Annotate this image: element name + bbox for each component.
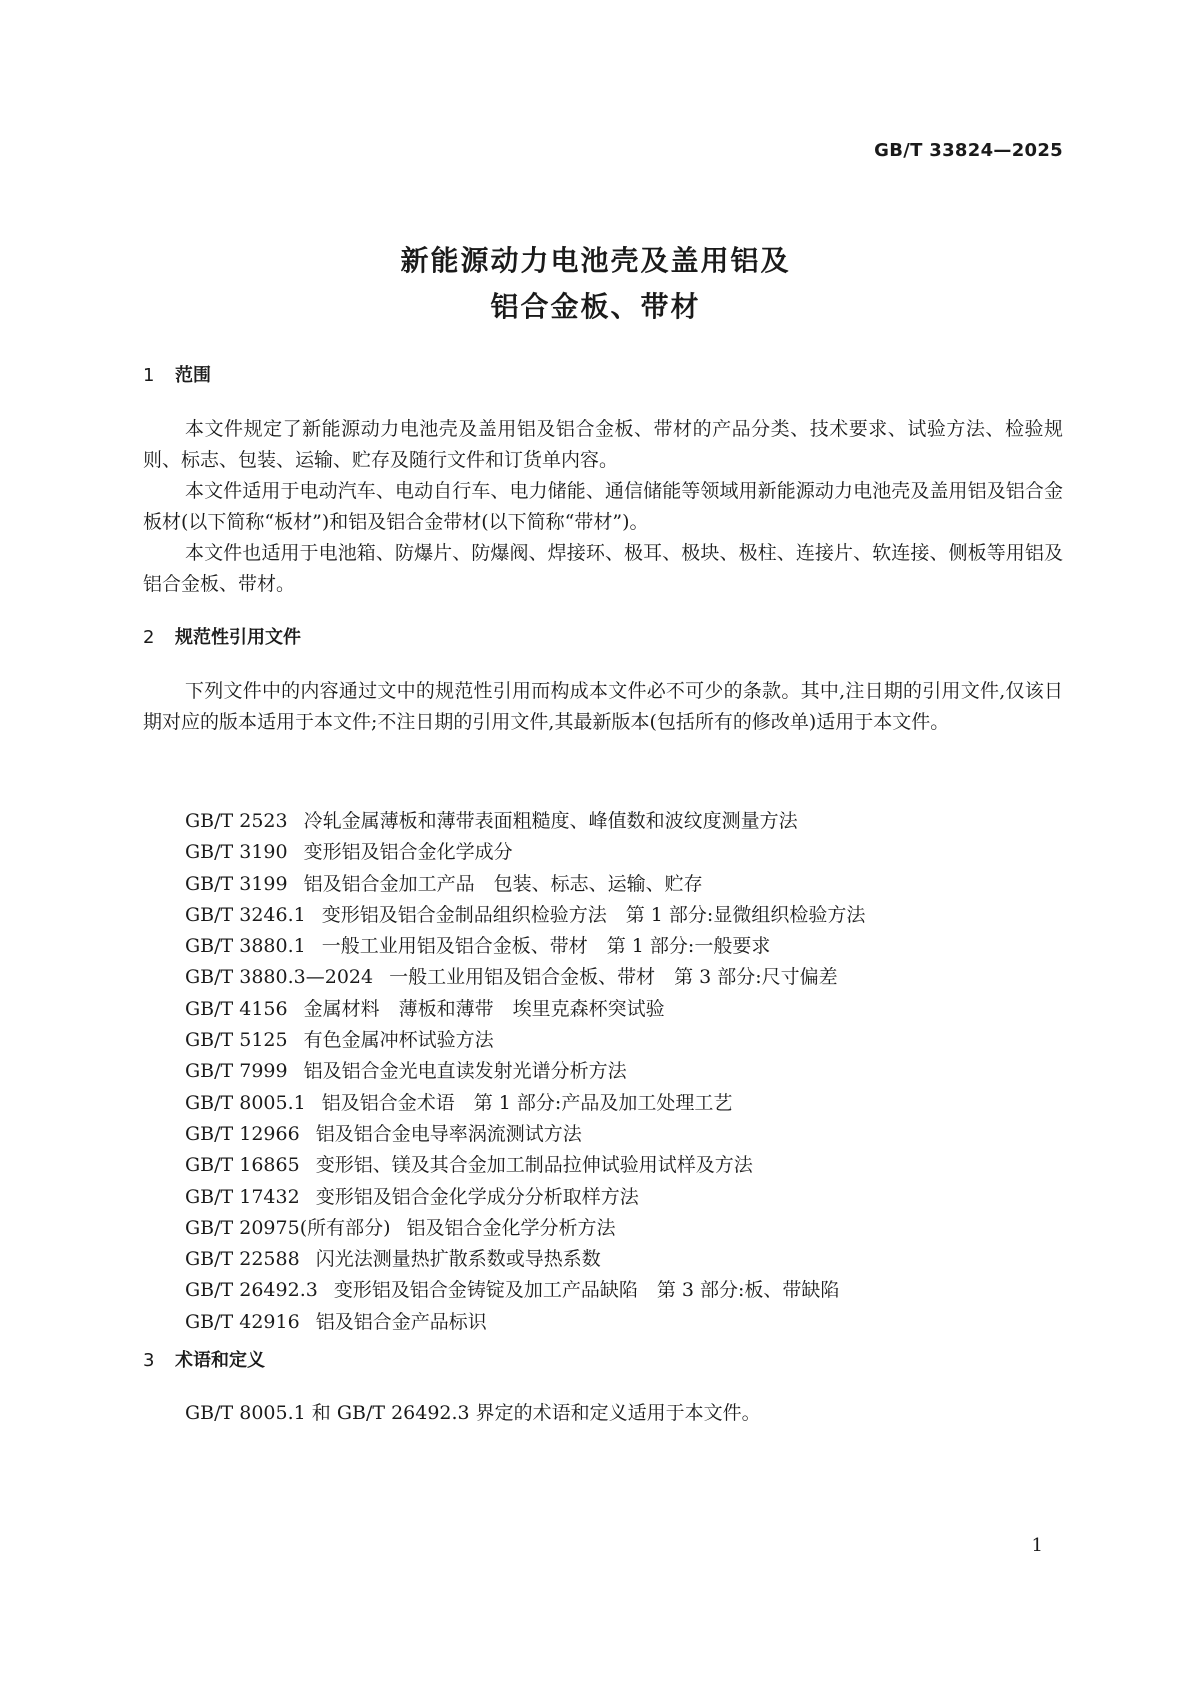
- section-3-heading: [143, 1346, 265, 1372]
- reference-code: GB/T 3880.1: [185, 935, 306, 958]
- reference-item: [185, 1182, 865, 1213]
- reference-title: 变形铝及铝合金化学成分分析取样方法: [315, 1185, 639, 1208]
- reference-code: GB/T 7999: [185, 1060, 288, 1083]
- reference-title: 闪光法测量热扩散系数或导热系数: [315, 1248, 601, 1271]
- reference-item: [185, 869, 865, 900]
- reference-title: 金属材料 薄板和薄带 埃里克森杯突试验: [303, 997, 665, 1020]
- reference-item: [185, 837, 865, 868]
- reference-code: GB/T 3190: [185, 841, 288, 864]
- reference-title: 变形铝及铝合金制品组织检验方法 第 1 部分:显微组织检验方法: [321, 903, 866, 926]
- section-title: 范围: [175, 365, 211, 386]
- reference-title: 铝及铝合金术语 第 1 部分:产品及加工处理工艺: [321, 1091, 733, 1114]
- reference-code: GB/T 12966: [185, 1122, 300, 1145]
- reference-item: [185, 994, 865, 1025]
- reference-item: [185, 1244, 865, 1275]
- reference-title: 铝及铝合金电导率涡流测试方法: [315, 1122, 582, 1145]
- reference-code: GB/T 3199: [185, 872, 288, 895]
- section-1-heading: [143, 361, 211, 387]
- section-number: 3: [143, 1350, 155, 1371]
- reference-code: GB/T 3246.1: [185, 903, 306, 926]
- reference-item: [185, 1025, 865, 1056]
- reference-code: GB/T 4156: [185, 997, 288, 1020]
- reference-code: GB/T 16865: [185, 1154, 300, 1177]
- reference-code: GB/T 3880.3—2024: [185, 966, 374, 989]
- section-2-heading: [143, 623, 301, 649]
- document-title: [0, 238, 1191, 330]
- reference-title: 一般工业用铝及铝合金板、带材 第 1 部分:一般要求: [321, 935, 771, 958]
- reference-code: GB/T 17432: [185, 1185, 300, 1208]
- reference-code: GB/T 2523: [185, 810, 288, 832]
- reference-title: 变形铝、镁及其合金加工制品拉伸试验用试样及方法: [315, 1154, 753, 1177]
- reference-code: GB/T 22588: [185, 1248, 300, 1271]
- reference-title: 铝及铝合金产品标识: [315, 1310, 487, 1333]
- title-line-1: 新能源动力电池壳及盖用铝及: [400, 244, 791, 277]
- normative-intro-paragraph: 下列文件中的内容通过文中的规范性引用而构成本文件必不可少的条款。其中,注日期的引用文件,仅该日期对应的版本适用于本文件;不注日期的引用文件,其最新版本(包括所有的修改单)适用于本文件。: [143, 680, 1063, 733]
- reference-title: 冷轧金属薄板和薄带表面粗糙度、峰值数和波纹度测量方法: [303, 810, 798, 832]
- reference-code: GB/T 5125: [185, 1029, 288, 1052]
- title-line-2: 铝合金板、带材: [490, 290, 701, 323]
- reference-code: GB/T 42916: [185, 1310, 300, 1333]
- section-title: 规范性引用文件: [175, 627, 301, 648]
- section-title: 术语和定义: [175, 1350, 265, 1371]
- section-number: 2: [143, 627, 155, 648]
- reference-code: GB/T 8005.1: [185, 1091, 306, 1114]
- scope-paragraph-3: 本文件也适用于电池箱、防爆片、防爆阀、焊接环、极耳、极块、极柱、连接片、软连接、侧板等用铝及铝合金板、带材。: [143, 542, 1063, 595]
- reference-item: [185, 900, 865, 931]
- reference-title: 铝及铝合金化学分析方法: [406, 1216, 616, 1239]
- reference-title: 铝及铝合金加工产品 包装、标志、运输、贮存: [303, 872, 703, 895]
- reference-code: GB/T 26492.3: [185, 1279, 318, 1302]
- reference-title: 变形铝及铝合金铸锭及加工产品缺陷 第 3 部分:板、带缺陷: [333, 1279, 840, 1302]
- reference-title: 变形铝及铝合金化学成分: [303, 841, 513, 864]
- section-number: 1: [143, 365, 155, 386]
- reference-title: 一般工业用铝及铝合金板、带材 第 3 部分:尺寸偏差: [389, 966, 838, 989]
- standard-code: GB/T 33824—2025: [874, 140, 1063, 161]
- scope-paragraph-1: 本文件规定了新能源动力电池壳及盖用铝及铝合金板、带材的产品分类、技术要求、试验方法、检验规则、标志、包装、运输、贮存及随行文件和订货单内容。: [143, 418, 1063, 471]
- reference-item: [185, 931, 865, 962]
- reference-item: [185, 1275, 865, 1306]
- terms-paragraph: GB/T 8005.1 和 GB/T 26492.3 界定的术语和定义适用于本文件。: [185, 1402, 761, 1424]
- page-number: 1: [1031, 1535, 1043, 1556]
- reference-item: [185, 1119, 865, 1150]
- reference-item: [185, 1213, 865, 1244]
- reference-title: 铝及铝合金光电直读发射光谱分析方法: [303, 1060, 627, 1083]
- reference-item: [185, 806, 865, 837]
- reference-list: [185, 806, 865, 1338]
- reference-item: [185, 1056, 865, 1087]
- reference-title: 有色金属冲杯试验方法: [303, 1029, 494, 1052]
- scope-paragraph-2: 本文件适用于电动汽车、电动自行车、电力储能、通信储能等领域用新能源动力电池壳及盖用铝及铝合金板材(以下简称“板材”)和铝及铝合金带材(以下简称“带材”)。: [143, 480, 1063, 533]
- reference-item: [185, 962, 865, 993]
- reference-item: [185, 1307, 865, 1338]
- reference-item: [185, 1150, 865, 1181]
- reference-code: GB/T 20975(所有部分): [185, 1216, 391, 1239]
- reference-item: [185, 1088, 865, 1119]
